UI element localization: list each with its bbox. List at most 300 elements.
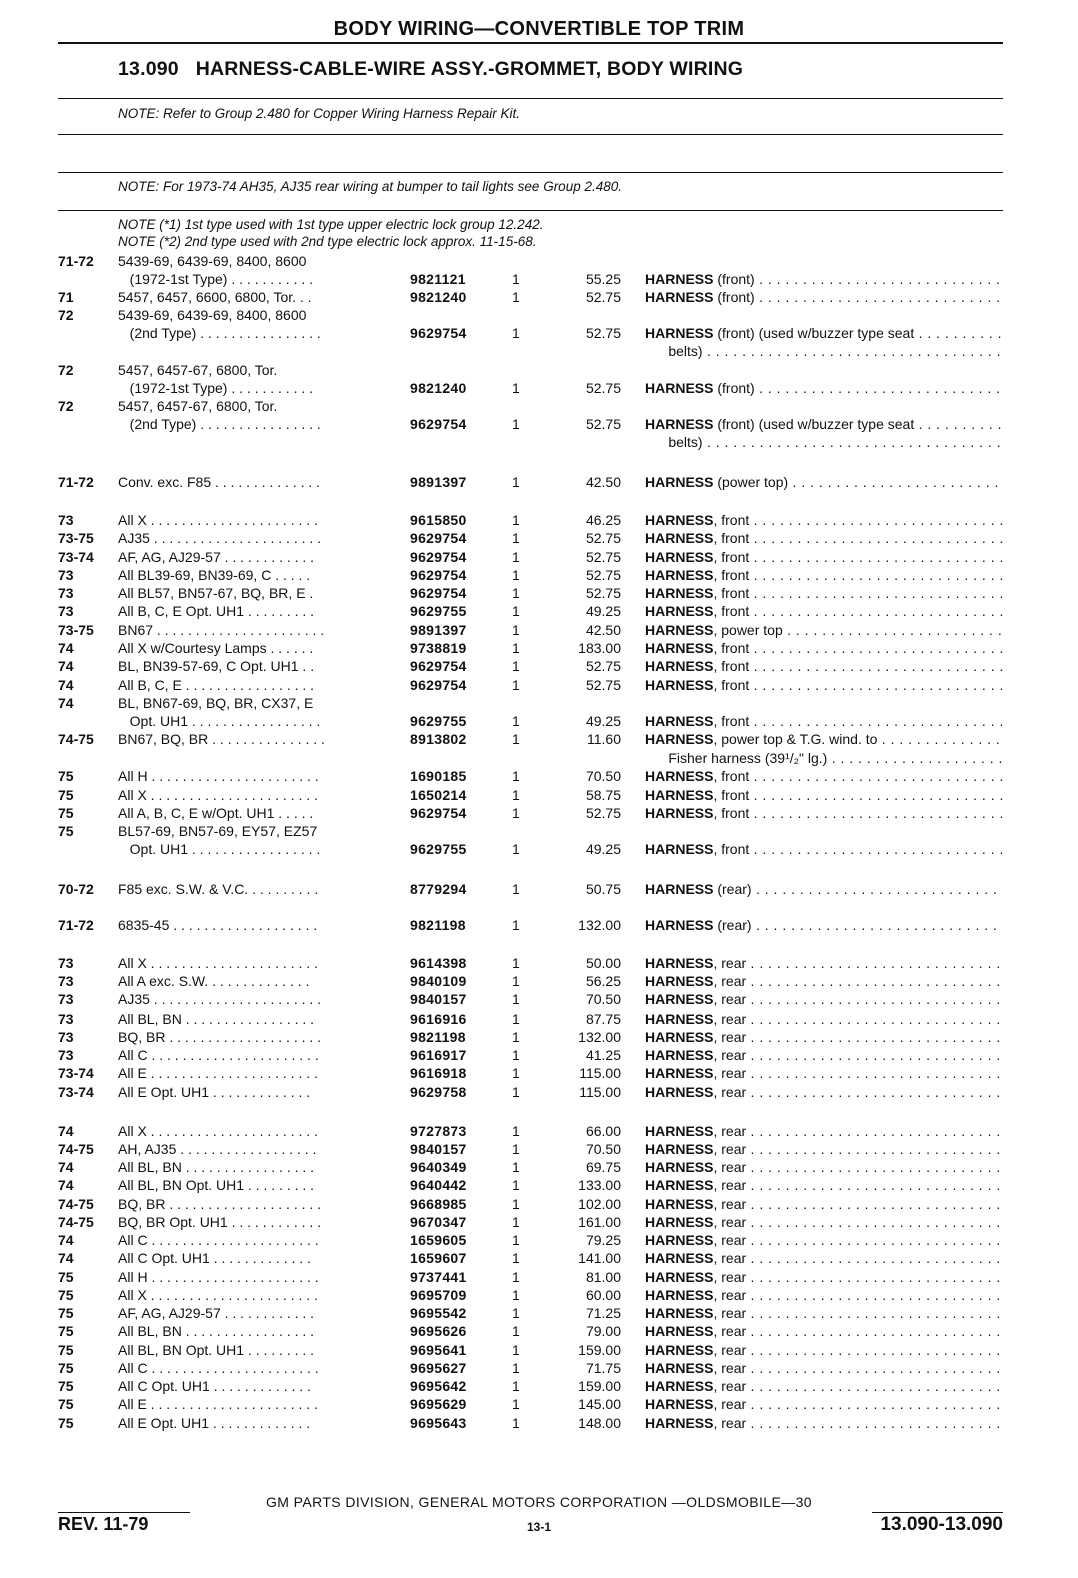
part-number-cell: 9695643 <box>410 1415 467 1431</box>
year-range-cell: 74-75 <box>58 1141 94 1157</box>
price-cell: 11.60 <box>587 731 621 747</box>
application-cell: Opt. UH1 . . . . . . . . . . . . . . . . . <box>118 841 321 857</box>
table-row <box>0 916 1078 934</box>
table-row <box>0 694 1078 712</box>
description-detail: , rear <box>713 1159 747 1175</box>
note-rule <box>58 98 1003 99</box>
description-label: HARNESS <box>645 271 714 287</box>
description-cell <box>645 379 1003 397</box>
table-row <box>0 749 1078 767</box>
quantity-cell: 1 <box>512 1342 520 1358</box>
dot-leader <box>749 567 1003 583</box>
price-cell: 133.00 <box>578 1177 621 1193</box>
part-number-cell: 9695627 <box>410 1360 467 1376</box>
table-row <box>0 1176 1078 1194</box>
table-row <box>0 584 1078 602</box>
table-row <box>0 342 1078 360</box>
dot-leader <box>746 973 1003 989</box>
description-detail: (power top) <box>713 474 789 490</box>
description-label: HARNESS <box>645 1123 714 1139</box>
part-number-cell: 9668985 <box>410 1196 467 1212</box>
application-cell: All E Opt. UH1 . . . . . . . . . . . . . <box>118 1415 311 1431</box>
quantity-cell: 1 <box>512 1214 520 1230</box>
description-cell <box>645 1341 1003 1359</box>
dot-leader <box>914 416 1003 432</box>
description-label: HARNESS <box>645 549 714 565</box>
year-range-cell: 73 <box>58 567 74 583</box>
application-cell: All X w/Courtesy Lamps . . . . . . <box>118 640 314 656</box>
dot-leader <box>746 1342 1003 1358</box>
description-label: HARNESS <box>645 787 714 803</box>
description-detail: , rear <box>713 973 747 989</box>
application-cell: BL57-69, BN57-69, EY57, EZ57 <box>118 823 318 839</box>
dot-leader <box>749 787 1003 803</box>
description-detail: , rear <box>713 1415 747 1431</box>
description-cell <box>645 1046 1003 1064</box>
description-cell <box>645 1195 1003 1213</box>
description-detail: (front) <box>713 380 755 396</box>
description-label: HARNESS <box>645 1415 714 1431</box>
note-rule <box>58 210 1003 211</box>
year-range-cell: 73-74 <box>58 1084 94 1100</box>
note-repair-kit: NOTE: Refer to Group 2.480 for Copper Wiring Harness Repair Kit. <box>118 106 521 121</box>
description-label: HARNESS <box>645 474 714 490</box>
year-range-cell: 74 <box>58 1250 74 1266</box>
description-detail: , rear <box>713 1177 747 1193</box>
part-number-cell: 9821198 <box>410 1029 466 1045</box>
description-label: HARNESS <box>645 768 714 784</box>
page-title: BODY WIRING—CONVERTIBLE TOP TRIM <box>333 18 745 40</box>
description-detail: , rear <box>713 1305 747 1321</box>
description-cell <box>645 1122 1003 1140</box>
description-cell <box>645 473 1003 491</box>
application-cell: AF, AG, AJ29-57 . . . . . . . . . . . . <box>118 549 315 565</box>
quantity-cell: 1 <box>512 1232 520 1248</box>
dot-leader <box>703 343 1003 359</box>
application-cell: AJ35 . . . . . . . . . . . . . . . . . . . . . . <box>118 991 322 1007</box>
description-label: HARNESS <box>645 805 714 821</box>
description-label: HARNESS <box>645 1177 714 1193</box>
description-cell <box>645 288 1003 306</box>
description-label: HARNESS <box>645 640 714 656</box>
table-row <box>0 306 1078 324</box>
part-number-cell: 9840157 <box>410 1141 467 1157</box>
price-cell: 183.00 <box>578 640 621 656</box>
price-cell: 87.75 <box>585 1011 621 1027</box>
description-label: HARNESS <box>645 567 714 583</box>
quantity-cell: 1 <box>512 973 520 989</box>
dot-leader <box>746 1084 1003 1100</box>
description-label: HARNESS <box>645 658 714 674</box>
dot-leader <box>746 1029 1003 1045</box>
application-cell: (2nd Type) . . . . . . . . . . . . . . . . <box>118 416 321 432</box>
description-detail: belts) <box>645 343 703 359</box>
description-detail: , front <box>713 768 750 784</box>
application-cell: 5457, 6457-67, 6800, Tor. <box>118 362 278 378</box>
table-row <box>0 1268 1078 1286</box>
description-label: HARNESS <box>645 991 714 1007</box>
description-detail: , front <box>713 549 750 565</box>
year-range-cell: 74-75 <box>58 1196 94 1212</box>
year-range-cell: 74-75 <box>58 731 94 747</box>
table-row <box>0 397 1078 415</box>
application-cell: All BL, BN . . . . . . . . . . . . . . . . . <box>118 1323 315 1339</box>
price-cell: 49.25 <box>585 713 621 729</box>
price-cell: 42.50 <box>585 622 621 638</box>
description-detail: , front <box>713 603 750 619</box>
description-label: HARNESS <box>645 841 714 857</box>
description-cell <box>645 1083 1003 1101</box>
table-row <box>0 990 1078 1008</box>
year-range-cell: 75 <box>58 1415 74 1431</box>
description-cell <box>645 1140 1003 1158</box>
description-detail: , front <box>713 567 750 583</box>
price-cell: 70.50 <box>585 1141 621 1157</box>
year-range-cell: 73 <box>58 991 74 1007</box>
table-row <box>0 566 1078 584</box>
table-row <box>0 1010 1078 1028</box>
quantity-cell: 1 <box>512 416 520 432</box>
price-cell: 81.00 <box>585 1269 621 1285</box>
year-range-cell: 72 <box>58 398 74 414</box>
description-detail: , rear <box>713 1287 747 1303</box>
dot-leader <box>788 474 1003 490</box>
description-detail: , rear <box>713 1011 747 1027</box>
dot-leader <box>749 805 1003 821</box>
description-cell <box>645 639 1003 657</box>
description-label: HARNESS <box>645 1084 714 1100</box>
year-range-cell: 73 <box>58 1047 74 1063</box>
part-number-cell: 9629754 <box>410 567 467 583</box>
price-cell: 79.00 <box>585 1323 621 1339</box>
description-detail: , front <box>713 787 750 803</box>
application-cell: All B, C, E Opt. UH1 . . . . . . . . . <box>118 603 315 619</box>
table-row <box>0 1322 1078 1340</box>
application-cell: All X . . . . . . . . . . . . . . . . . . . . . . <box>118 512 318 528</box>
dot-leader <box>749 640 1003 656</box>
quantity-cell: 1 <box>512 1123 520 1139</box>
part-number-cell: 9629755 <box>410 603 467 619</box>
application-cell: 5457, 6457-67, 6800, Tor. <box>118 398 278 414</box>
description-detail: , rear <box>713 1360 747 1376</box>
footer-publisher: GM PARTS DIVISION, GENERAL MOTORS CORPORATION —OLDSMOBILE—30 <box>266 1494 812 1510</box>
table-row <box>0 621 1078 639</box>
dot-leader <box>746 1232 1003 1248</box>
description-label: HARNESS <box>645 1396 714 1412</box>
application-cell: All H . . . . . . . . . . . . . . . . . . . . . . <box>118 768 319 784</box>
description-detail: , rear <box>713 1396 747 1412</box>
description-detail: , rear <box>713 1232 747 1248</box>
quantity-cell: 1 <box>512 1196 520 1212</box>
footer-rule-left <box>58 1512 190 1513</box>
quantity-cell: 1 <box>512 768 520 784</box>
quantity-cell: 1 <box>512 289 520 305</box>
description-cell <box>645 1213 1003 1231</box>
year-range-cell: 71 <box>58 289 74 305</box>
description-cell <box>645 1359 1003 1377</box>
quantity-cell: 1 <box>512 1415 520 1431</box>
part-number-cell: 9616918 <box>410 1065 467 1081</box>
description-cell <box>645 584 1003 602</box>
table-row <box>0 361 1078 379</box>
description-cell <box>645 342 1003 360</box>
section-title: 13.090 HARNESS-CABLE-WIRE ASSY.-GROMMET, BODY WIRING <box>118 58 744 80</box>
description-detail: , front <box>713 713 750 729</box>
year-range-cell: 73 <box>58 955 74 971</box>
application-cell: 5439-69, 6439-69, 8400, 8600 <box>118 253 307 269</box>
price-cell: 52.75 <box>585 530 621 546</box>
description-label: HARNESS <box>645 585 714 601</box>
dot-leader <box>746 1415 1003 1431</box>
dot-leader <box>827 750 1003 766</box>
part-number-cell: 9629754 <box>410 677 467 693</box>
application-cell: All C Opt. UH1 . . . . . . . . . . . . . <box>118 1250 311 1266</box>
price-cell: 141.00 <box>578 1250 621 1266</box>
description-detail: , front <box>713 805 750 821</box>
quantity-cell: 1 <box>512 1396 520 1412</box>
description-cell <box>645 1064 1003 1082</box>
table-row <box>0 1395 1078 1413</box>
application-cell: All X . . . . . . . . . . . . . . . . . . . . . . <box>118 955 318 971</box>
dot-leader <box>749 768 1003 784</box>
description-detail: , front <box>713 658 750 674</box>
dot-leader <box>746 1396 1003 1412</box>
quantity-cell: 1 <box>512 512 520 528</box>
price-cell: 52.75 <box>585 416 621 432</box>
table-row <box>0 804 1078 822</box>
price-cell: 52.75 <box>585 677 621 693</box>
price-cell: 66.00 <box>585 1123 621 1139</box>
description-label: HARNESS <box>645 1011 714 1027</box>
dot-leader <box>749 512 1003 528</box>
application-cell: BQ, BR Opt. UH1 . . . . . . . . . . . . <box>118 1214 322 1230</box>
year-range-cell: 75 <box>58 1342 74 1358</box>
description-label: HARNESS <box>645 1214 714 1230</box>
price-cell: 49.25 <box>585 841 621 857</box>
table-row <box>0 1213 1078 1231</box>
dot-leader <box>746 1269 1003 1285</box>
part-number-cell: 9737441 <box>410 1269 467 1285</box>
table-row <box>0 1304 1078 1322</box>
quantity-cell: 1 <box>512 917 520 933</box>
quantity-cell: 1 <box>512 1269 520 1285</box>
price-cell: 79.25 <box>585 1232 621 1248</box>
part-number-cell: 9821240 <box>410 289 467 305</box>
application-cell: 6835-45 . . . . . . . . . . . . . . . . . . . <box>118 917 318 933</box>
part-number-cell: 9727873 <box>410 1123 467 1139</box>
description-detail: , rear <box>713 1084 747 1100</box>
quantity-cell: 1 <box>512 1323 520 1339</box>
description-cell <box>645 1377 1003 1395</box>
description-label: HARNESS <box>645 917 714 933</box>
description-cell <box>645 1249 1003 1267</box>
application-cell: All C . . . . . . . . . . . . . . . . . . . . . . <box>118 1360 319 1376</box>
table-row <box>0 602 1078 620</box>
application-cell: All X . . . . . . . . . . . . . . . . . . . . . . <box>118 1123 318 1139</box>
application-cell: All A exc. S.W. . . . . . . . . . . . . . <box>118 973 310 989</box>
price-cell: 42.50 <box>585 474 621 490</box>
page-number: 13-1 <box>526 1520 552 1534</box>
table-row <box>0 379 1078 397</box>
table-row <box>0 1341 1078 1359</box>
quantity-cell: 1 <box>512 325 520 341</box>
description-label: HARNESS <box>645 1269 714 1285</box>
part-number-cell: 9670347 <box>410 1214 467 1230</box>
description-cell <box>645 1268 1003 1286</box>
quantity-cell: 1 <box>512 549 520 565</box>
description-detail: , rear <box>713 1047 747 1063</box>
quantity-cell: 1 <box>512 271 520 287</box>
description-label: HARNESS <box>645 881 714 897</box>
application-cell: All X . . . . . . . . . . . . . . . . . . . . . . <box>118 787 318 803</box>
description-detail: , rear <box>713 1378 747 1394</box>
table-row <box>0 840 1078 858</box>
description-cell <box>645 1304 1003 1322</box>
application-cell: BL, BN39-57-69, C Opt. UH1 . . <box>118 658 315 674</box>
description-cell <box>645 1322 1003 1340</box>
description-detail: , rear <box>713 991 747 1007</box>
note-second-type: NOTE (*2) 2nd type used with 2nd type electric lock approx. 11-15-68. <box>118 234 537 249</box>
part-number-cell: 9840109 <box>410 973 467 989</box>
part-number-cell: 9629754 <box>410 416 467 432</box>
part-number-cell: 9629758 <box>410 1084 467 1100</box>
description-cell <box>645 804 1003 822</box>
dot-leader <box>783 622 1003 638</box>
description-detail: , rear <box>713 955 747 971</box>
part-number-cell: 9738819 <box>410 640 467 656</box>
description-label: HARNESS <box>645 1305 714 1321</box>
year-range-cell: 72 <box>58 307 74 323</box>
description-label: HARNESS <box>645 1287 714 1303</box>
application-cell: F85 exc. S.W. & V.C. . . . . . . . . . <box>118 881 319 897</box>
part-number-cell: 9629755 <box>410 841 467 857</box>
dot-leader <box>703 434 1003 450</box>
dot-leader <box>746 1123 1003 1139</box>
year-range-cell: 75 <box>58 1396 74 1412</box>
application-cell: 5439-69, 6439-69, 8400, 8600 <box>118 307 307 323</box>
table-row <box>0 1414 1078 1432</box>
dot-leader <box>746 991 1003 1007</box>
table-row <box>0 1064 1078 1082</box>
quantity-cell: 1 <box>512 1029 520 1045</box>
table-row <box>0 1140 1078 1158</box>
part-number-cell: 9891397 <box>410 622 467 638</box>
table-row <box>0 1122 1078 1140</box>
description-cell <box>645 1231 1003 1249</box>
part-number-cell: 9629754 <box>410 325 467 341</box>
dot-leader <box>746 1011 1003 1027</box>
dot-leader <box>746 1323 1003 1339</box>
dot-leader <box>749 677 1003 693</box>
year-range-cell: 73-74 <box>58 1065 94 1081</box>
part-number-cell: 8913802 <box>410 731 467 747</box>
price-cell: 52.75 <box>585 658 621 674</box>
price-cell: 115.00 <box>579 1065 621 1081</box>
dot-leader <box>914 325 1003 341</box>
description-detail: , power top <box>713 622 783 638</box>
description-detail: , rear <box>713 1250 747 1266</box>
dot-leader <box>755 289 1003 305</box>
year-range-cell: 73 <box>58 1029 74 1045</box>
price-cell: 41.25 <box>585 1047 621 1063</box>
application-cell: BL, BN67-69, BQ, BR, CX37, E <box>118 695 314 711</box>
table-row <box>0 1249 1078 1267</box>
dot-leader <box>749 841 1003 857</box>
application-cell: All BL57, BN57-67, BQ, BR, E . <box>118 585 314 601</box>
table-row <box>0 786 1078 804</box>
table-row <box>0 1231 1078 1249</box>
dot-leader <box>749 549 1003 565</box>
description-cell <box>645 767 1003 785</box>
price-cell: 132.00 <box>578 1029 621 1045</box>
description-label: HARNESS <box>645 1360 714 1376</box>
part-number-cell: 8779294 <box>410 881 467 897</box>
description-label: HARNESS <box>645 512 714 528</box>
part-number-cell: 9695642 <box>410 1378 467 1394</box>
description-detail: , rear <box>713 1342 747 1358</box>
quantity-cell: 1 <box>512 622 520 638</box>
quantity-cell: 1 <box>512 585 520 601</box>
description-label: HARNESS <box>645 713 714 729</box>
table-row <box>0 415 1078 433</box>
year-range-cell: 75 <box>58 823 74 839</box>
table-row <box>0 657 1078 675</box>
dot-leader <box>746 1378 1003 1394</box>
description-detail: , rear <box>713 1269 747 1285</box>
description-cell <box>645 712 1003 730</box>
price-cell: 49.25 <box>585 603 621 619</box>
year-range-cell: 74 <box>58 658 74 674</box>
description-cell <box>645 324 1003 342</box>
application-cell: All E Opt. UH1 . . . . . . . . . . . . . <box>118 1084 311 1100</box>
quantity-cell: 1 <box>512 1011 520 1027</box>
application-cell: All C . . . . . . . . . . . . . . . . . . . . . . <box>118 1232 319 1248</box>
quantity-cell: 1 <box>512 1141 520 1157</box>
dot-leader <box>749 713 1003 729</box>
part-number-cell: 9614398 <box>410 955 467 971</box>
price-cell: 132.00 <box>578 917 621 933</box>
description-cell <box>645 1028 1003 1046</box>
description-detail: (front) <box>713 271 755 287</box>
description-detail: , rear <box>713 1196 747 1212</box>
part-number-cell: 9695542 <box>410 1305 467 1321</box>
note-rear-wiring: NOTE: For 1973-74 AH35, AJ35 rear wiring at bumper to tail lights see Group 2.480. <box>118 179 622 194</box>
dot-leader <box>877 731 1003 747</box>
description-cell <box>645 566 1003 584</box>
application-cell: BN67, BQ, BR . . . . . . . . . . . . . . . <box>118 731 325 747</box>
price-cell: 159.00 <box>578 1342 621 1358</box>
quantity-cell: 1 <box>512 713 520 729</box>
table-row <box>0 511 1078 529</box>
application-cell: All BL, BN Opt. UH1 . . . . . . . . . <box>118 1342 315 1358</box>
dot-leader <box>749 530 1003 546</box>
year-range-cell: 74 <box>58 640 74 656</box>
application-cell: AH, AJ35 . . . . . . . . . . . . . . . . . . <box>118 1141 317 1157</box>
dot-leader <box>746 955 1003 971</box>
price-cell: 71.75 <box>585 1360 621 1376</box>
price-cell: 55.25 <box>585 271 621 287</box>
dot-leader <box>752 917 1003 933</box>
quantity-cell: 1 <box>512 1084 520 1100</box>
quantity-cell: 1 <box>512 530 520 546</box>
price-cell: 52.75 <box>585 325 621 341</box>
dot-leader <box>746 1047 1003 1063</box>
price-cell: 145.00 <box>578 1396 621 1412</box>
description-detail: (front) (used w/buzzer type seat <box>713 325 915 341</box>
price-cell: 46.25 <box>585 512 621 528</box>
description-detail: , front <box>713 640 750 656</box>
application-cell: BQ, BR . . . . . . . . . . . . . . . . . . . . <box>118 1196 322 1212</box>
